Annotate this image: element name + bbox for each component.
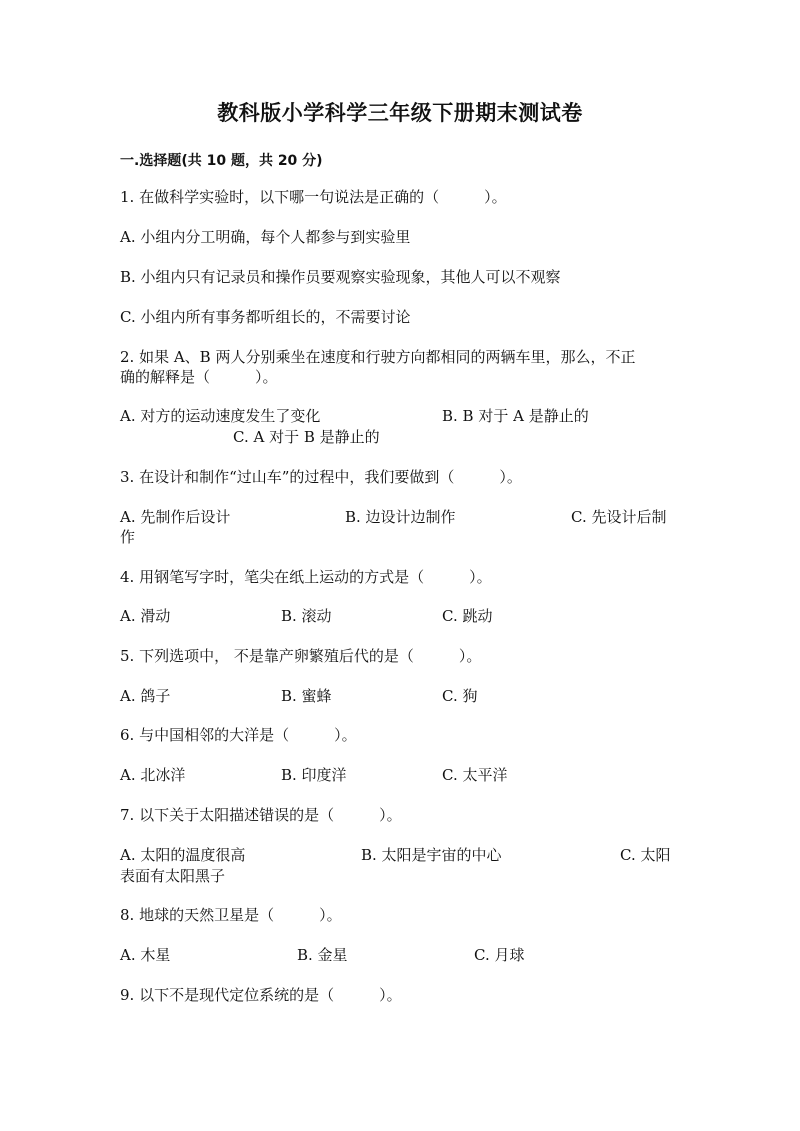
question-4-option-c: C. 跳动 <box>442 607 493 625</box>
question-9-stem: 9. 以下不是现代定位系统的是（ ）。 <box>120 986 402 1004</box>
page-title: 教科版小学科学三年级下册期末测试卷 <box>217 101 583 125</box>
question-8-option-b: B. 金星 <box>297 946 348 964</box>
question-6-stem: 6. 与中国相邻的大洋是（ ）。 <box>120 726 357 744</box>
question-1-option-a: A. 小组内分工明确，每个人都参与到实验里 <box>120 228 411 246</box>
question-7-option-c: C. 太阳 <box>620 846 671 864</box>
question-5-option-a: A. 鸽子 <box>120 687 171 705</box>
question-7-option-b: B. 太阳是宇宙的中心 <box>361 846 502 864</box>
question-8-option-a: A. 木星 <box>120 946 171 964</box>
question-6-option-b: B. 印度洋 <box>281 766 347 784</box>
question-7-option-a: A. 太阳的温度很高 <box>120 846 246 864</box>
question-3-stem: 3. 在设计和制作“过山车”的过程中，我们要做到（ ）。 <box>120 468 522 486</box>
question-7-option-c-wrap: 表面有太阳黑子 <box>120 867 226 885</box>
question-2-option-b: B. B 对于 A 是静止的 <box>442 407 589 425</box>
question-2-option-c: C. A 对于 B 是静止的 <box>233 428 380 446</box>
question-1-stem: 1. 在做科学实验时，以下哪一句说法是正确的（ ）。 <box>120 188 507 206</box>
question-2-option-a: A. 对方的运动速度发生了变化 <box>120 407 321 425</box>
question-4-option-b: B. 滚动 <box>281 607 332 625</box>
section-heading: 一.选择题(共 10 题，共 20 分) <box>120 153 323 169</box>
question-1-option-c: C. 小组内所有事务都听组长的，不需要讨论 <box>120 308 411 326</box>
question-7-stem: 7. 以下关于太阳描述错误的是（ ）。 <box>120 806 402 824</box>
question-2-stem-line-1: 2. 如果 A、B 两人分别乘坐在速度和行驶方向都相同的两辆车里，那么，不正 <box>120 348 636 366</box>
question-3-option-c: C. 先设计后制 <box>571 508 667 526</box>
question-8-stem: 8. 地球的天然卫星是（ ）。 <box>120 906 342 924</box>
question-1-option-b: B. 小组内只有记录员和操作员要观察实验现象，其他人可以不观察 <box>120 268 561 286</box>
question-3-option-a: A. 先制作后设计 <box>120 508 231 526</box>
question-4-option-a: A. 滑动 <box>120 607 171 625</box>
question-6-option-a: A. 北冰洋 <box>120 766 186 784</box>
question-2-stem-line-2: 确的解释是（ ）。 <box>120 368 278 386</box>
question-6-option-c: C. 太平洋 <box>442 766 508 784</box>
question-4-stem: 4. 用钢笔写字时，笔尖在纸上运动的方式是（ ）。 <box>120 568 492 586</box>
question-5-option-b: B. 蜜蜂 <box>281 687 332 705</box>
question-8-option-c: C. 月球 <box>474 946 525 964</box>
question-5-stem: 5. 下列选项中， 不是靠产卵繁殖后代的是（ ）。 <box>120 647 482 665</box>
question-5-option-c: C. 狗 <box>442 687 478 705</box>
question-3-option-c-wrap: 作 <box>120 528 136 546</box>
question-3-option-b: B. 边设计边制作 <box>345 508 456 526</box>
